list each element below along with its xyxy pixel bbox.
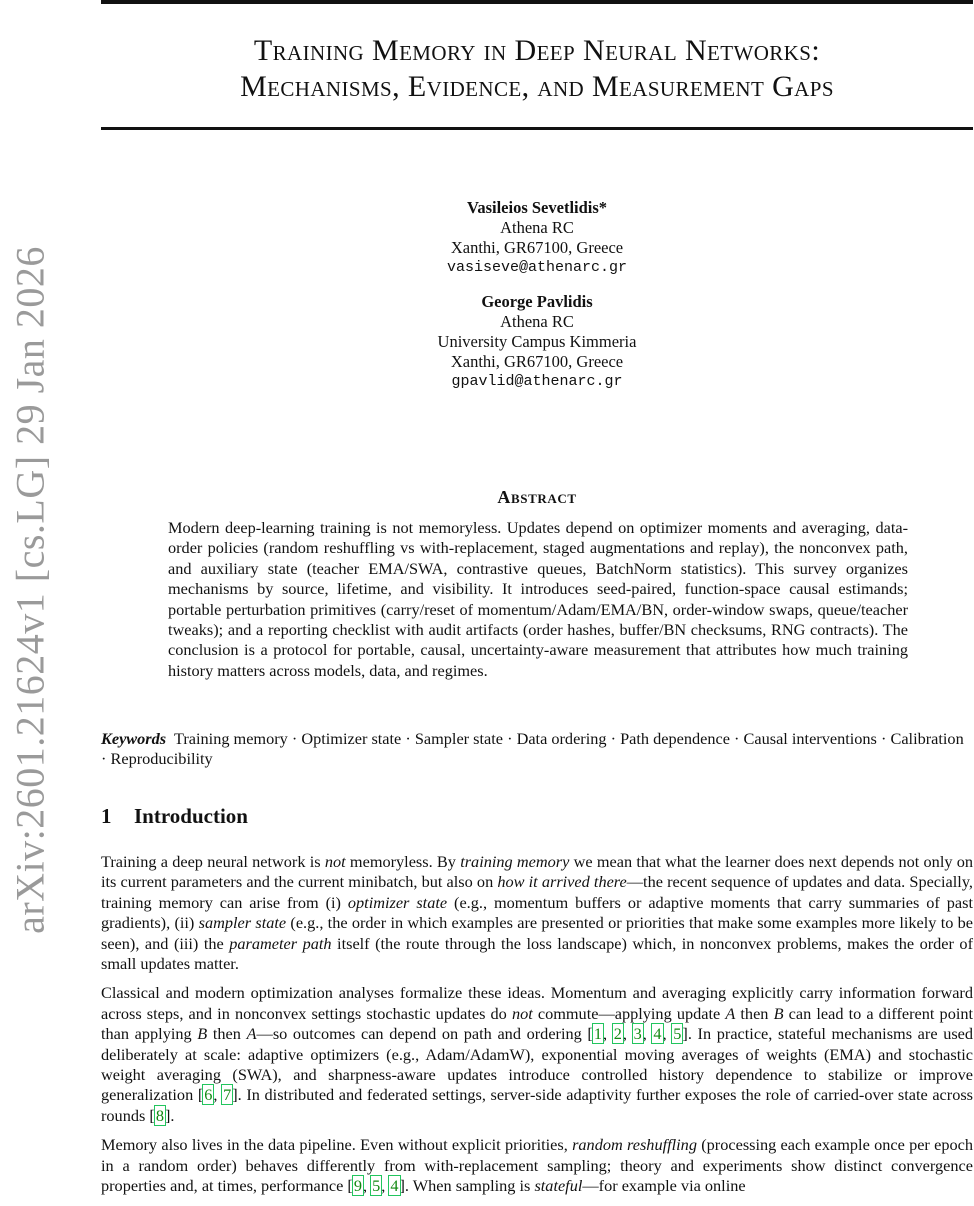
arxiv-sidebar xyxy=(0,0,60,1200)
section-number: 1 xyxy=(101,804,112,828)
paragraph: Memory also lives in the data pipeline. Even without explicit priorities, random reshuffling (processing each example once per epoch in a random order) behaves differently from with-replacement sampling; theory and experiments show distinct convergence properties and, at times, performance [9, 5, 4]. When sampling is stateful—for example via online xyxy=(101,1135,974,1196)
author-list xyxy=(101,198,973,406)
citation-link[interactable]: 8 xyxy=(155,1105,164,1125)
author-address: Xanthi, GR67100, Greece xyxy=(450,352,624,371)
citation-link[interactable]: 5 xyxy=(673,1024,682,1044)
paper-title xyxy=(101,33,973,105)
author-name: George Pavlidis xyxy=(481,292,593,311)
arxiv-identifier: arXiv:2601.21624v1 [cs.LG] 29 Jan 2026 xyxy=(7,246,53,934)
introduction-body xyxy=(101,852,973,1206)
paragraph: Classical and modern optimization analyses formalize these ideas. Momentum and averaging explicitly carry information forward across steps, and in nonconvex settings stochastic updates do not commute—applying update A then B can lead to a different point than applying B then A—so outcomes can depend on path and ordering [1, 2, 3, 4, 5]. In practice, stateful mechanisms are used deliberately at scale: adaptive optimizers (e.g., Adam/AdamW), exponential moving averages of weights (EMA) and stochastic weight averaging (SWA), and sharpness-aware updates introduce controlled history dependence to stabilize or improve generalization [6, 7]. In distributed and federated settings, server-side adaptivity further exposes the role of carried-over state across rounds [8]. xyxy=(101,983,974,1125)
abstract-heading: Abstract xyxy=(497,487,577,507)
section-title: Introduction xyxy=(134,804,248,828)
paragraph: Training a deep neural network is not memoryless. By training memory we mean that what the learner does next depends not only on its current parameters and the current minibatch, but also on how it arrived there—the recent sequence of updates and data. Specially, training memory can arise from (i) optimizer state (e.g., momentum buffers or adaptive moments that carry summaries of past gradients), (ii) sampler state (e.g., the order in which examples are presented or priorities that make some examples more likely to be seen), and (iii) the parameter path itself (the route through the loss landscape) which, in nonconvex problems, makes the order of small updates matter. xyxy=(101,852,974,974)
citation-link[interactable]: 3 xyxy=(633,1024,642,1044)
citation-link[interactable]: 6 xyxy=(204,1085,213,1105)
author-address: University Campus Kimmeria xyxy=(437,332,637,351)
author-address: Xanthi, GR67100, Greece xyxy=(450,238,624,257)
citation-link[interactable]: 1 xyxy=(593,1024,602,1044)
citation-link[interactable]: 5 xyxy=(372,1176,381,1196)
section-heading-introduction xyxy=(101,804,973,829)
citation-link[interactable]: 9 xyxy=(353,1176,362,1196)
author-affiliation: Athena RC xyxy=(500,312,574,331)
author-block xyxy=(101,292,973,392)
citation-link[interactable]: 7 xyxy=(223,1085,232,1105)
citation-link[interactable]: 4 xyxy=(390,1176,399,1196)
title-line-1: Training Memory in Deep Neural Networks: xyxy=(253,34,821,67)
author-block xyxy=(101,198,973,278)
author-email[interactable]: vasiseve@athenarc.gr xyxy=(446,259,628,276)
keywords-text: Training memory · Optimizer state · Sampler state · Data ordering · Path dependence · Causal interventions · Calibration · Reproducibility xyxy=(101,729,964,769)
author-email[interactable]: gpavlid@athenarc.gr xyxy=(451,373,623,390)
title-top-rule xyxy=(101,0,973,4)
keywords xyxy=(101,729,973,770)
keywords-label: Keywords xyxy=(101,729,167,748)
abstract-text: Modern deep-learning training is not memoryless. Updates depend on optimizer moments and averaging, data-order policies (random reshuffling vs with-replacement, staged augmentations and replay), the nonconvex path, and auxiliary state (teacher EMA/SWA, contrastive queues, BatchNorm statistics). This survey organizes mechanisms by source, lifetime, and visibility. It introduces seed-paired, function-space causal estimands; portable perturbation primitives (carry/reset of momentum/Adam/EMA/BN, order-window swaps, queue/teacher tweaks); and a reporting checklist with audit artifacts (order hashes, buffer/BN checksums, RNG contracts). The conclusion is a protocol for portable, causal, uncertainty-aware measurement that attributes how much training history matters across models, data, and regimes. xyxy=(168,518,908,680)
author-affiliation: Athena RC xyxy=(500,218,574,237)
author-name: Vasileios Sevetlidis* xyxy=(466,198,608,217)
title-bottom-rule xyxy=(101,127,973,130)
title-line-2: Mechanisms, Evidence, and Measurement Gaps xyxy=(240,70,834,103)
citation-link[interactable]: 2 xyxy=(613,1024,622,1044)
citation-link[interactable]: 4 xyxy=(653,1024,662,1044)
